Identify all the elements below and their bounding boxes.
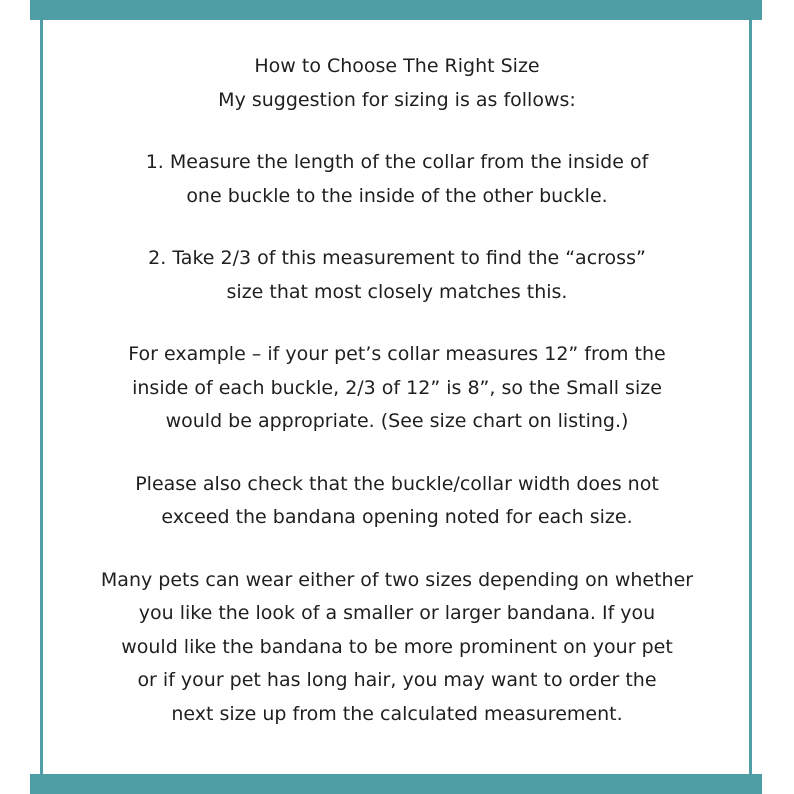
width-note-paragraph [60, 468, 734, 535]
bottom-border-bar [30, 774, 762, 794]
right-border-rule [749, 20, 752, 774]
sizing-tip-line-1: Many pets can wear either of two sizes depending on whether [100, 568, 694, 591]
page-subtitle: My suggestion for sizing is as follows: [218, 88, 576, 111]
paragraph-gap [60, 535, 734, 564]
step-2-line-1: 2. Take 2/3 of this measurement to find the “across” [148, 247, 646, 269]
paragraph-gap [60, 439, 734, 468]
left-border-rule [40, 20, 43, 774]
step-1-line-2: one buckle to the inside of the other buckle. [186, 184, 608, 207]
step-2-paragraph [60, 242, 734, 309]
example-paragraph [60, 338, 734, 439]
example-line-2: inside of each buckle, 2/3 of 12” is 8”, so the Small size [132, 376, 662, 399]
sizing-tip-line-2: you like the look of a smaller or larger bandana. If you [138, 602, 656, 624]
paragraph-gap [60, 117, 734, 146]
heading-block [60, 50, 734, 117]
width-note-line-1: Please also check that the buckle/collar width does not [135, 472, 659, 495]
example-line-3: would be appropriate. (See size chart on listing.) [165, 410, 629, 432]
paragraph-gap [60, 309, 734, 338]
step-1-line-1: 1. Measure the length of the collar from the inside of [145, 151, 649, 173]
page-title: How to Choose The Right Size [254, 55, 540, 77]
example-line-1: For example – if your pet’s collar measures 12” from the [128, 343, 666, 365]
paragraph-gap [60, 213, 734, 242]
step-2-line-2: size that most closely matches this. [226, 280, 568, 303]
step-1-paragraph [60, 146, 734, 213]
sizing-tip-paragraph [60, 564, 734, 732]
sizing-tip-line-5: next size up from the calculated measurement. [171, 702, 623, 725]
sizing-tip-line-4: or if your pet has long hair, you may want to order the [137, 669, 657, 691]
sizing-guide [60, 50, 734, 731]
width-note-line-2: exceed the bandana opening noted for each size. [161, 506, 633, 528]
sizing-tip-line-3: would like the bandana to be more prominent on your pet [121, 635, 673, 658]
top-border-bar [30, 0, 762, 20]
